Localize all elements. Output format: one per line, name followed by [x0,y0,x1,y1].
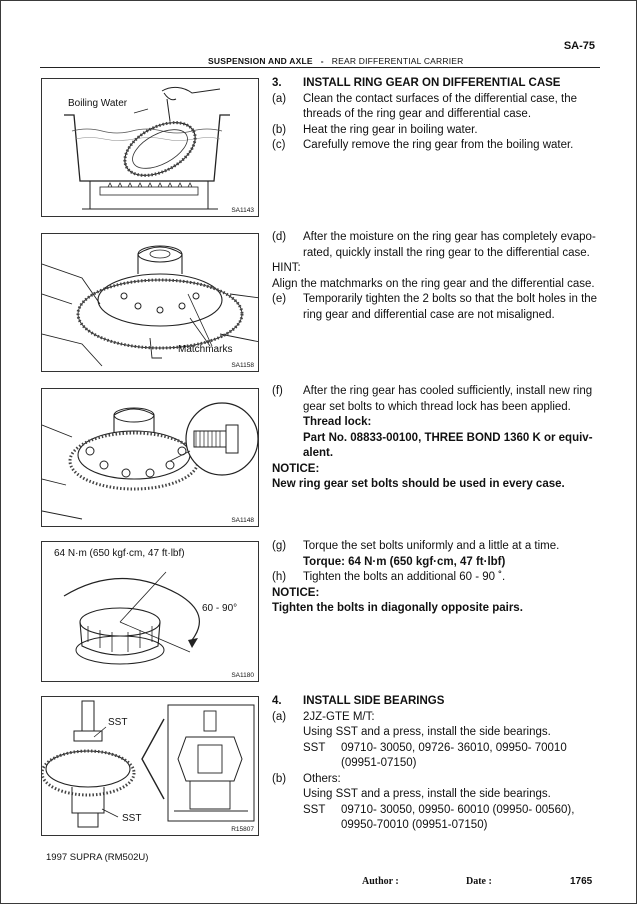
figure-code: SA1158 [231,362,254,369]
step4-a-line: Using SST and a press, install the side bearings. [303,726,551,738]
notice2-label: NOTICE: [272,586,320,599]
step4-text [272,694,602,834]
footer-model: 1997 SUPRA (RM502U) [46,852,149,863]
step4-b: (b) Others: [272,772,341,785]
step4-a-sst: SST 09710- 30050, 09726- 36010, 09950- 70010 [303,741,567,754]
hint-label: HINT: [272,262,301,274]
subsection-title: REAR DIFFERENTIAL CARRIER [331,56,464,66]
figure-boiling-water [41,78,259,217]
page-code: SA-75 [563,40,595,52]
step3-e: (e) Temporarily tighten the 2 bolts so that the bolt holes in the ring gear and differential case are not misaligned. [272,293,598,321]
section-title: SUSPENSION AND AXLE [208,56,313,66]
step3-d: (d) After the moisture on the ring gear has completely evapo-rated, quickly install the ring gear to the differential case. [272,231,596,259]
step4-b-sst: SST 09710- 30050, 09950- 60010 (09950- 00560), [303,803,575,816]
torque-spec-label: 64 N·m (650 kgf·cm, 47 ft·lbf) [54,548,185,559]
step4-heading: 4. INSTALL SIDE BEARINGS [272,695,445,707]
step3-heading: 3. INSTALL RING GEAR ON DIFFERENTIAL CASE [272,77,561,89]
footer-author: Author : [362,876,399,887]
thread-lock-label: Thread lock: [303,416,372,428]
figure-code: SA1148 [231,517,254,524]
thread-lock-part: Part No. 08833-00100, THREE BOND 1360 K or equiv-alent. [303,431,593,459]
step3-h: (h) Tighten the bolts an additional 60 - 90 ˚. [272,571,506,583]
set-bolt-illustration [42,389,259,527]
section-separator: - [320,56,324,66]
boiling-water-label: Boiling Water [68,98,128,109]
step4-b-line: Using SST and a press, install the side bearings. [303,788,551,800]
step3-g: (g) Torque the set bolts uniformly and a little at a time. [272,540,560,552]
figure-side-bearings [41,696,259,836]
torque-spec: Torque: 64 N·m (650 kgf·cm, 47 ft·lbf) [303,555,506,568]
hint-text: Align the matchmarks on the ring gear and the differential case. [272,277,595,290]
step3-gh-text [272,539,602,617]
step3-a: (a) Clean the contact surfaces of the differential case, the threads of the ring gear and differential case. [272,92,578,120]
notice1-text: New ring gear set bolts should be used in every case. [272,478,565,490]
footer-date: Date : [466,876,492,887]
section-header [208,56,463,66]
step4-a: (a) 2JZ-GTE M/T: [272,710,375,723]
side-bearing-press-illustration [42,697,259,836]
matchmarks-label: Matchmarks [178,344,233,355]
figure-code: SA1180 [231,672,254,679]
figure-torque [41,541,259,682]
header-rule [40,67,600,68]
step3-f-text [272,384,602,493]
step4-a-sst-2: (09951-07150) [341,757,417,769]
angle-label: 60 - 90° [202,603,238,614]
figure-thread-lock [41,388,259,527]
footer-page-number: 1765 [570,876,593,887]
figure-code: SA1143 [231,207,254,214]
step3-b: (b) Heat the ring gear in boiling water. [272,123,478,136]
step3-c: (c) Carefully remove the ring gear from the boiling water. [272,139,574,151]
notice2-text: Tighten the bolts in diagonally opposite pairs. [272,602,523,614]
step3-de-text [272,230,602,323]
step3-abc-text [272,76,602,154]
figure-code: R15807 [231,826,254,833]
notice1-label: NOTICE: [272,462,320,475]
sst-label-top: SST [108,717,128,728]
figure-matchmarks [41,233,259,372]
sst-label-bottom: SST [122,813,142,824]
step4-b-sst-2: 09950-70010 (09951-07150) [341,819,488,831]
step3-f: (f) After the ring gear has cooled sufficiently, install new ring gear set bolts to which thread lock has been applied. [272,385,593,413]
